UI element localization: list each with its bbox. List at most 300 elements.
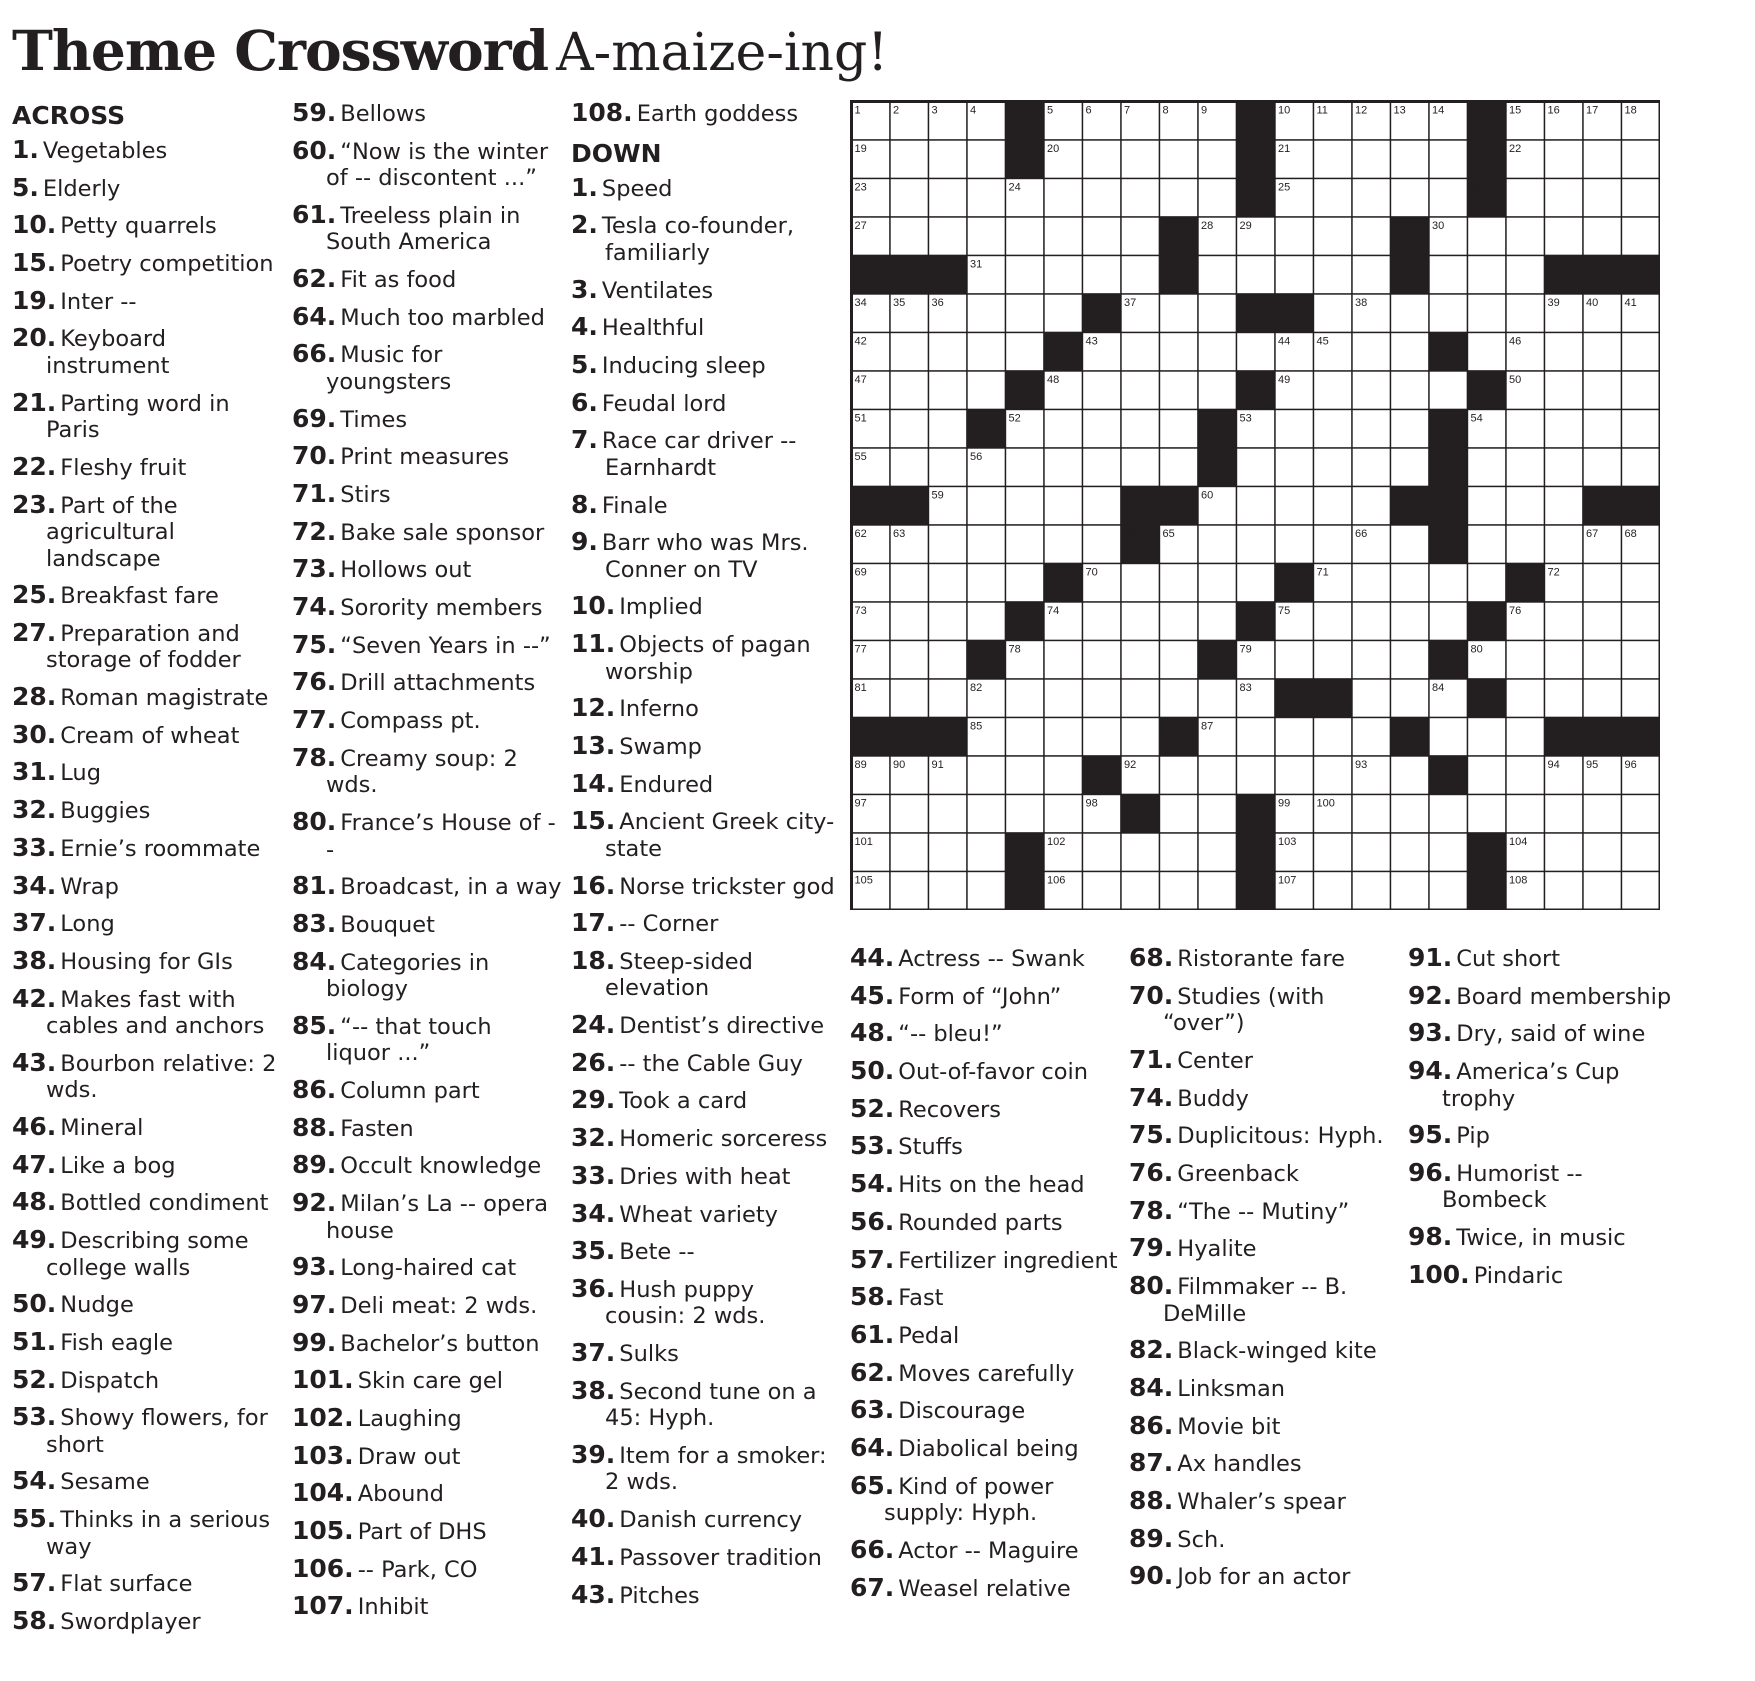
- grid-cell[interactable]: [1121, 718, 1160, 757]
- grid-cell[interactable]: [967, 564, 1006, 603]
- grid-cell[interactable]: [1352, 795, 1391, 834]
- grid-cell[interactable]: [1429, 833, 1468, 872]
- grid-cell[interactable]: [1545, 872, 1584, 911]
- grid-cell[interactable]: [1468, 448, 1507, 487]
- clue-item[interactable]: [292, 1593, 562, 1621]
- grid-cell[interactable]: [1160, 448, 1199, 487]
- clue-item[interactable]: [1408, 945, 1678, 973]
- grid-cell[interactable]: [929, 795, 968, 834]
- grid-cell[interactable]: [1083, 872, 1122, 911]
- clue-item[interactable]: [12, 451, 282, 482]
- grid-cell[interactable]: [1506, 256, 1545, 295]
- clue-item[interactable]: [292, 1254, 562, 1282]
- grid-cell[interactable]: [929, 564, 968, 603]
- clue-item[interactable]: [292, 1010, 562, 1067]
- clue-item[interactable]: [12, 797, 282, 825]
- clue-item[interactable]: [12, 1291, 282, 1319]
- grid-cell[interactable]: [1314, 410, 1353, 449]
- clue-item[interactable]: [12, 489, 282, 573]
- grid-cell[interactable]: [1622, 679, 1661, 718]
- grid-cell[interactable]: [1352, 641, 1391, 680]
- clue-item[interactable]: [292, 100, 562, 128]
- grid-cell[interactable]: [1506, 410, 1545, 449]
- grid-cell[interactable]: [1006, 756, 1045, 795]
- grid-cell[interactable]: [1352, 333, 1391, 372]
- clue-item[interactable]: [12, 1227, 282, 1281]
- clue-item[interactable]: [571, 172, 841, 203]
- clue-item[interactable]: [571, 695, 841, 723]
- grid-cell[interactable]: [1545, 602, 1584, 641]
- grid-cell[interactable]: [1545, 179, 1584, 218]
- clue-item[interactable]: [12, 285, 282, 316]
- grid-cell[interactable]: [1545, 525, 1584, 564]
- clue-item[interactable]: [12, 684, 282, 712]
- clue-item[interactable]: [571, 100, 841, 128]
- grid-cell[interactable]: [1083, 217, 1122, 256]
- clue-item[interactable]: [292, 873, 562, 901]
- grid-cell[interactable]: [1160, 410, 1199, 449]
- grid-cell[interactable]: [1583, 795, 1622, 834]
- grid-cell[interactable]: [1237, 756, 1276, 795]
- grid-cell[interactable]: [1006, 718, 1045, 757]
- clue-item[interactable]: [292, 1367, 562, 1395]
- grid-cell[interactable]: [1391, 371, 1430, 410]
- grid-cell[interactable]: [1583, 602, 1622, 641]
- grid-cell[interactable]: [1083, 179, 1122, 218]
- clue-item[interactable]: [12, 137, 282, 165]
- grid-cell[interactable]: [1314, 256, 1353, 295]
- clue-item[interactable]: [1129, 1485, 1399, 1516]
- clue-item[interactable]: [12, 759, 282, 787]
- clue-item[interactable]: [571, 1340, 841, 1368]
- grid-cell[interactable]: [1429, 294, 1468, 333]
- grid-cell[interactable]: [929, 179, 968, 218]
- grid-cell[interactable]: [1468, 487, 1507, 526]
- grid-cell[interactable]: [1545, 795, 1584, 834]
- grid-cell[interactable]: [890, 795, 929, 834]
- grid-cell[interactable]: [967, 602, 1006, 641]
- grid-cell[interactable]: [1583, 217, 1622, 256]
- grid-cell[interactable]: [1429, 602, 1468, 641]
- clue-item[interactable]: [850, 980, 1120, 1011]
- grid-cell[interactable]: [1160, 872, 1199, 911]
- clue-item[interactable]: [12, 617, 282, 674]
- crossword-grid[interactable]: [850, 100, 1660, 910]
- grid-cell[interactable]: [1391, 602, 1430, 641]
- grid-cell[interactable]: [1391, 140, 1430, 179]
- grid-cell[interactable]: [1160, 371, 1199, 410]
- grid-cell[interactable]: [1044, 756, 1083, 795]
- grid-cell[interactable]: [1622, 872, 1661, 911]
- clue-item[interactable]: [292, 443, 562, 471]
- grid-cell[interactable]: [967, 333, 1006, 372]
- grid-cell[interactable]: [1391, 333, 1430, 372]
- grid-cell[interactable]: [967, 140, 1006, 179]
- grid-cell[interactable]: [1545, 333, 1584, 372]
- grid-cell[interactable]: [1352, 487, 1391, 526]
- clue-item[interactable]: [292, 481, 562, 509]
- clue-item[interactable]: [292, 301, 562, 332]
- grid-cell[interactable]: [1391, 833, 1430, 872]
- grid-cell[interactable]: [1160, 641, 1199, 680]
- grid-cell[interactable]: [1160, 564, 1199, 603]
- clue-item[interactable]: [571, 427, 841, 481]
- grid-cell[interactable]: [1083, 256, 1122, 295]
- grid-cell[interactable]: [1391, 872, 1430, 911]
- grid-cell[interactable]: [1545, 641, 1584, 680]
- grid-cell[interactable]: [967, 179, 1006, 218]
- grid-cell[interactable]: [1275, 525, 1314, 564]
- clue-item[interactable]: [292, 1553, 562, 1584]
- clue-item[interactable]: [292, 669, 562, 697]
- clue-item[interactable]: [12, 1047, 282, 1104]
- clue-item[interactable]: [292, 629, 562, 660]
- clue-item[interactable]: [12, 1608, 282, 1636]
- clue-item[interactable]: [571, 631, 841, 685]
- grid-cell[interactable]: [1506, 679, 1545, 718]
- clue-item[interactable]: [292, 403, 562, 434]
- clue-item[interactable]: [850, 1357, 1120, 1388]
- grid-cell[interactable]: [1198, 179, 1237, 218]
- grid-cell[interactable]: [1160, 294, 1199, 333]
- grid-cell[interactable]: [1583, 410, 1622, 449]
- grid-cell[interactable]: [1429, 140, 1468, 179]
- grid-cell[interactable]: [1237, 333, 1276, 372]
- clue-item[interactable]: [571, 768, 841, 799]
- grid-cell[interactable]: [890, 410, 929, 449]
- grid-cell[interactable]: [1314, 833, 1353, 872]
- clue-item[interactable]: [12, 870, 282, 901]
- grid-cell[interactable]: [1160, 179, 1199, 218]
- clue-item[interactable]: [850, 1397, 1120, 1425]
- clue-item[interactable]: [850, 1432, 1120, 1463]
- clue-item[interactable]: [1408, 1020, 1678, 1048]
- grid-cell[interactable]: [1391, 795, 1430, 834]
- grid-cell[interactable]: [1275, 718, 1314, 757]
- clue-item[interactable]: [1129, 1450, 1399, 1478]
- grid-cell[interactable]: [1352, 179, 1391, 218]
- grid-cell[interactable]: [1314, 217, 1353, 256]
- clue-item[interactable]: [571, 1198, 841, 1229]
- grid-cell[interactable]: [967, 795, 1006, 834]
- grid-cell[interactable]: [967, 294, 1006, 333]
- clue-item[interactable]: [1129, 1273, 1399, 1327]
- grid-cell[interactable]: [1545, 679, 1584, 718]
- grid-cell[interactable]: [1237, 256, 1276, 295]
- clue-item[interactable]: [571, 1273, 841, 1330]
- clue-item[interactable]: [12, 1111, 282, 1142]
- grid-cell[interactable]: [1391, 294, 1430, 333]
- clue-item[interactable]: [850, 1093, 1120, 1124]
- grid-cell[interactable]: [1545, 217, 1584, 256]
- grid-cell[interactable]: [1198, 795, 1237, 834]
- clue-item[interactable]: [292, 135, 562, 192]
- grid-cell[interactable]: [1006, 564, 1045, 603]
- grid-cell[interactable]: [1083, 448, 1122, 487]
- clue-item[interactable]: [292, 1327, 562, 1358]
- clue-item[interactable]: [292, 556, 562, 584]
- grid-cell[interactable]: [1121, 679, 1160, 718]
- grid-cell[interactable]: [1583, 564, 1622, 603]
- grid-cell[interactable]: [1429, 795, 1468, 834]
- clue-item[interactable]: [12, 387, 282, 444]
- clue-item[interactable]: [571, 1012, 841, 1040]
- clue-item[interactable]: [12, 325, 282, 379]
- grid-cell[interactable]: [1275, 448, 1314, 487]
- grid-cell[interactable]: [1006, 333, 1045, 372]
- grid-cell[interactable]: [1352, 371, 1391, 410]
- grid-cell[interactable]: [1006, 294, 1045, 333]
- clue-item[interactable]: [292, 1074, 562, 1105]
- grid-cell[interactable]: [1121, 872, 1160, 911]
- grid-cell[interactable]: [1468, 256, 1507, 295]
- grid-cell[interactable]: [1237, 487, 1276, 526]
- grid-cell[interactable]: [967, 872, 1006, 911]
- grid-cell[interactable]: [1314, 602, 1353, 641]
- grid-cell[interactable]: [1314, 718, 1353, 757]
- grid-cell[interactable]: [1160, 602, 1199, 641]
- clue-item[interactable]: [571, 1125, 841, 1153]
- clue-item[interactable]: [571, 910, 841, 938]
- grid-cell[interactable]: [929, 140, 968, 179]
- grid-cell[interactable]: [1352, 217, 1391, 256]
- grid-cell[interactable]: [890, 872, 929, 911]
- grid-cell[interactable]: [1506, 179, 1545, 218]
- grid-cell[interactable]: [1044, 256, 1083, 295]
- grid-cell[interactable]: [1352, 256, 1391, 295]
- grid-cell[interactable]: [1006, 256, 1045, 295]
- grid-cell[interactable]: [1622, 795, 1661, 834]
- clue-item[interactable]: [571, 1439, 841, 1496]
- grid-cell[interactable]: [890, 140, 929, 179]
- clue-item[interactable]: [292, 1440, 562, 1471]
- grid-cell[interactable]: [1622, 371, 1661, 410]
- grid-cell[interactable]: [1160, 795, 1199, 834]
- clue-item[interactable]: [12, 1506, 282, 1560]
- grid-cell[interactable]: [1083, 371, 1122, 410]
- grid-cell[interactable]: [929, 448, 968, 487]
- clue-item[interactable]: [571, 349, 841, 380]
- clue-item[interactable]: [292, 946, 562, 1003]
- grid-cell[interactable]: [1121, 448, 1160, 487]
- grid-cell[interactable]: [1275, 756, 1314, 795]
- grid-cell[interactable]: [929, 833, 968, 872]
- clue-item[interactable]: [12, 172, 282, 203]
- grid-cell[interactable]: [1044, 795, 1083, 834]
- grid-cell[interactable]: [1198, 872, 1237, 911]
- clue-item[interactable]: [12, 719, 282, 750]
- grid-cell[interactable]: [1044, 410, 1083, 449]
- clue-item[interactable]: [292, 1518, 562, 1546]
- grid-cell[interactable]: [1121, 410, 1160, 449]
- grid-cell[interactable]: [1083, 679, 1122, 718]
- clue-item[interactable]: [1129, 1044, 1399, 1075]
- grid-cell[interactable]: [967, 833, 1006, 872]
- grid-cell[interactable]: [1391, 641, 1430, 680]
- grid-cell[interactable]: [967, 525, 1006, 564]
- grid-cell[interactable]: [1622, 333, 1661, 372]
- clue-item[interactable]: [571, 529, 841, 583]
- grid-cell[interactable]: [1622, 179, 1661, 218]
- grid-cell[interactable]: [1352, 140, 1391, 179]
- grid-cell[interactable]: [1314, 448, 1353, 487]
- grid-cell[interactable]: [1198, 756, 1237, 795]
- clue-item[interactable]: [292, 809, 562, 863]
- grid-cell[interactable]: [1429, 564, 1468, 603]
- grid-cell[interactable]: [1468, 294, 1507, 333]
- grid-cell[interactable]: [1006, 448, 1045, 487]
- clue-item[interactable]: [292, 1480, 562, 1508]
- grid-cell[interactable]: [1198, 371, 1237, 410]
- grid-cell[interactable]: [1275, 256, 1314, 295]
- clue-item[interactable]: [292, 516, 562, 547]
- grid-cell[interactable]: [1083, 140, 1122, 179]
- grid-cell[interactable]: [1314, 756, 1353, 795]
- clue-item[interactable]: [1129, 1372, 1399, 1403]
- clue-item[interactable]: [571, 1506, 841, 1534]
- grid-cell[interactable]: [1160, 679, 1199, 718]
- clue-item[interactable]: [12, 832, 282, 863]
- grid-cell[interactable]: [1468, 564, 1507, 603]
- grid-cell[interactable]: [1198, 294, 1237, 333]
- clue-item[interactable]: [571, 1579, 841, 1610]
- grid-cell[interactable]: [1622, 641, 1661, 680]
- grid-cell[interactable]: [929, 641, 968, 680]
- grid-cell[interactable]: [1275, 217, 1314, 256]
- grid-cell[interactable]: [1429, 872, 1468, 911]
- clue-item[interactable]: [1129, 1122, 1399, 1150]
- clue-item[interactable]: [850, 1534, 1120, 1565]
- grid-cell[interactable]: [1545, 448, 1584, 487]
- grid-cell[interactable]: [1198, 140, 1237, 179]
- grid-cell[interactable]: [1429, 179, 1468, 218]
- grid-cell[interactable]: [1198, 833, 1237, 872]
- clue-item[interactable]: [571, 274, 841, 305]
- clue-item[interactable]: [12, 1468, 282, 1496]
- grid-cell[interactable]: [929, 410, 968, 449]
- clue-item[interactable]: [1408, 1224, 1678, 1252]
- grid-cell[interactable]: [1429, 256, 1468, 295]
- grid-cell[interactable]: [1198, 256, 1237, 295]
- clue-item[interactable]: [1408, 1259, 1678, 1290]
- clue-item[interactable]: [850, 1244, 1120, 1275]
- clue-item[interactable]: [292, 594, 562, 622]
- clue-item[interactable]: [571, 870, 841, 901]
- grid-cell[interactable]: [1622, 217, 1661, 256]
- clue-item[interactable]: [12, 212, 282, 240]
- grid-cell[interactable]: [1506, 641, 1545, 680]
- grid-cell[interactable]: [1044, 718, 1083, 757]
- grid-cell[interactable]: [1583, 679, 1622, 718]
- clue-item[interactable]: [1129, 1523, 1399, 1554]
- grid-cell[interactable]: [1083, 833, 1122, 872]
- grid-cell[interactable]: [1198, 602, 1237, 641]
- grid-cell[interactable]: [1583, 641, 1622, 680]
- clue-item[interactable]: [571, 808, 841, 862]
- grid-cell[interactable]: [1429, 371, 1468, 410]
- grid-cell[interactable]: [1583, 140, 1622, 179]
- grid-cell[interactable]: [1044, 525, 1083, 564]
- grid-cell[interactable]: [1121, 179, 1160, 218]
- grid-cell[interactable]: [1314, 487, 1353, 526]
- grid-cell[interactable]: [1352, 564, 1391, 603]
- clue-item[interactable]: [1129, 1235, 1399, 1263]
- clue-item[interactable]: [1129, 1563, 1399, 1591]
- grid-cell[interactable]: [1237, 525, 1276, 564]
- grid-cell[interactable]: [1083, 718, 1122, 757]
- grid-cell[interactable]: [1583, 448, 1622, 487]
- grid-cell[interactable]: [1468, 217, 1507, 256]
- grid-cell[interactable]: [1314, 641, 1353, 680]
- grid-cell[interactable]: [1237, 718, 1276, 757]
- grid-cell[interactable]: [1314, 294, 1353, 333]
- grid-cell[interactable]: [929, 371, 968, 410]
- clue-item[interactable]: [292, 341, 562, 395]
- clue-item[interactable]: [571, 1047, 841, 1078]
- clue-item[interactable]: [292, 1112, 562, 1143]
- grid-cell[interactable]: [1545, 371, 1584, 410]
- clue-item[interactable]: [12, 945, 282, 976]
- grid-cell[interactable]: [1622, 448, 1661, 487]
- grid-cell[interactable]: [1006, 795, 1045, 834]
- clue-item[interactable]: [12, 1149, 282, 1180]
- clue-item[interactable]: [292, 199, 562, 256]
- grid-cell[interactable]: [1391, 525, 1430, 564]
- grid-cell[interactable]: [1198, 333, 1237, 372]
- clue-item[interactable]: [1129, 1195, 1399, 1226]
- grid-cell[interactable]: [929, 602, 968, 641]
- grid-cell[interactable]: [1121, 371, 1160, 410]
- clue-item[interactable]: [292, 1152, 562, 1180]
- clue-item[interactable]: [12, 582, 282, 610]
- clue-item[interactable]: [292, 908, 562, 939]
- grid-cell[interactable]: [1275, 641, 1314, 680]
- grid-cell[interactable]: [1583, 833, 1622, 872]
- clue-item[interactable]: [850, 1206, 1120, 1237]
- clue-item[interactable]: [571, 212, 841, 266]
- clue-item[interactable]: [850, 1319, 1120, 1350]
- grid-cell[interactable]: [1083, 487, 1122, 526]
- grid-cell[interactable]: [890, 833, 929, 872]
- grid-cell[interactable]: [1121, 564, 1160, 603]
- clue-item[interactable]: [850, 945, 1120, 973]
- grid-cell[interactable]: [1506, 525, 1545, 564]
- grid-cell[interactable]: [967, 487, 1006, 526]
- grid-cell[interactable]: [890, 564, 929, 603]
- grid-cell[interactable]: [1506, 448, 1545, 487]
- grid-cell[interactable]: [967, 756, 1006, 795]
- clue-item[interactable]: [1408, 1122, 1678, 1150]
- grid-cell[interactable]: [890, 371, 929, 410]
- clue-item[interactable]: [850, 1020, 1120, 1048]
- grid-cell[interactable]: [1622, 564, 1661, 603]
- clue-item[interactable]: [292, 1289, 562, 1320]
- grid-cell[interactable]: [1622, 602, 1661, 641]
- grid-cell[interactable]: [1160, 833, 1199, 872]
- grid-cell[interactable]: [1083, 525, 1122, 564]
- grid-cell[interactable]: [1468, 718, 1507, 757]
- grid-cell[interactable]: [1391, 564, 1430, 603]
- grid-cell[interactable]: [1044, 487, 1083, 526]
- grid-cell[interactable]: [1391, 679, 1430, 718]
- clue-item[interactable]: [571, 1375, 841, 1432]
- grid-cell[interactable]: [1468, 333, 1507, 372]
- grid-cell[interactable]: [1044, 641, 1083, 680]
- grid-cell[interactable]: [1545, 410, 1584, 449]
- grid-cell[interactable]: [1314, 179, 1353, 218]
- grid-cell[interactable]: [929, 217, 968, 256]
- clue-item[interactable]: [850, 1133, 1120, 1161]
